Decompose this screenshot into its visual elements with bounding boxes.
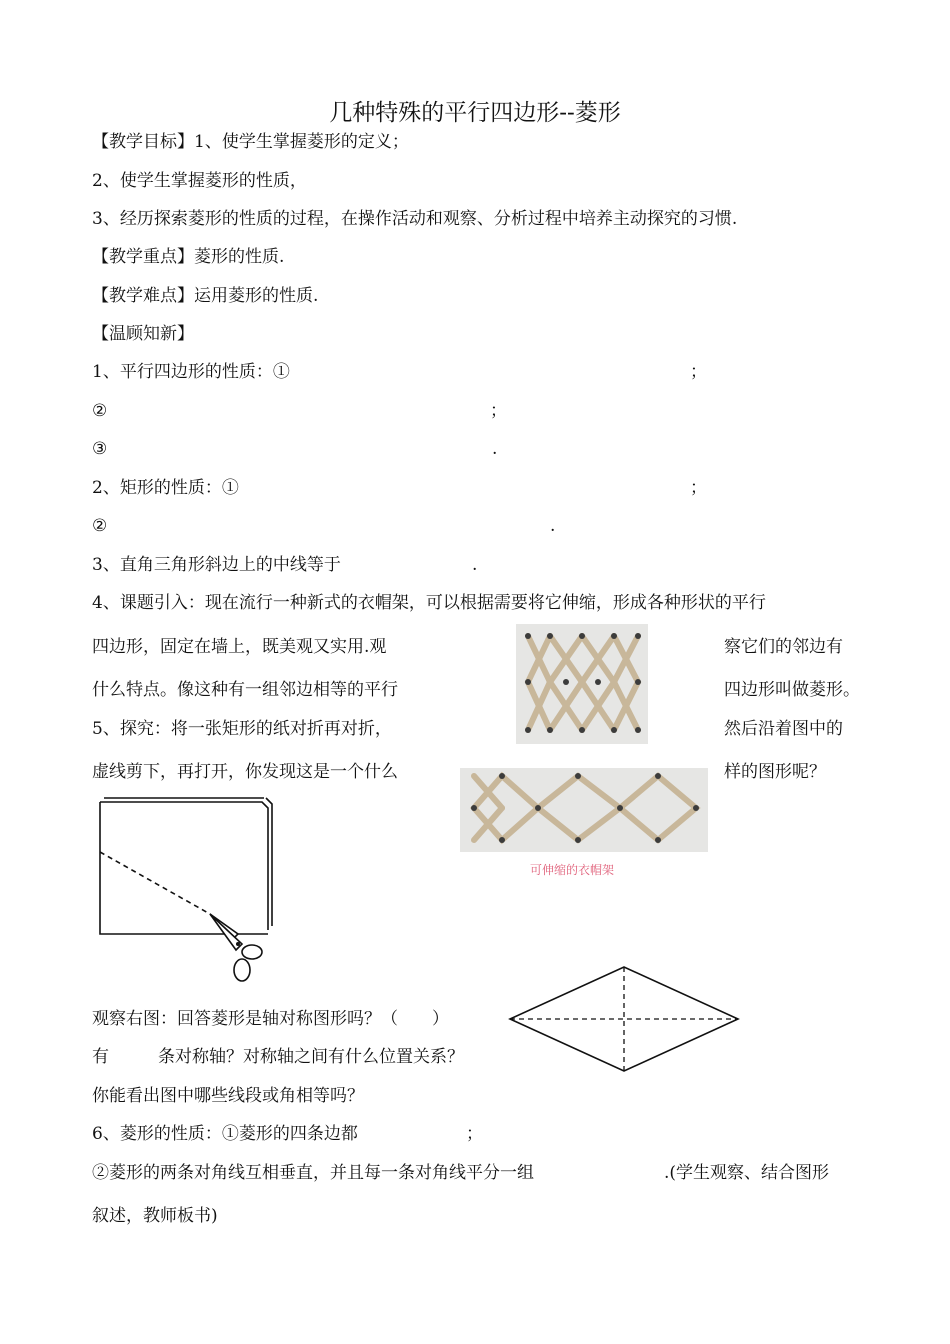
- intro-line-3-right: 四边形叫做菱形。: [724, 680, 860, 700]
- observe-line-3: 你能看出图中哪些线段或角相等吗？: [92, 1086, 364, 1106]
- review-q1-item2-end: ；: [490, 401, 507, 421]
- review-q1-item3-end: .: [492, 439, 498, 459]
- review-heading: 【温顾知新】: [92, 324, 194, 344]
- intro-line-2-right: 察它们的邻边有: [724, 637, 843, 657]
- review-q2-item2-end: .: [550, 516, 556, 536]
- properties-line-2: ②菱形的两条对角线互相垂直，并且每一条对角线平分一组: [92, 1163, 534, 1183]
- hat-rack-photo-bottom: [460, 768, 708, 852]
- objectives-line-2: 2、使学生掌握菱形的性质，: [92, 171, 307, 191]
- observe-line-2-b: 条对称轴？对称轴之间有什么位置关系？: [158, 1047, 464, 1067]
- review-q1-item2: ②: [92, 401, 108, 421]
- review-q3: 3、直角三角形斜边上的中线等于: [92, 555, 341, 575]
- review-q2-end: ；: [690, 478, 707, 498]
- review-q1-end: ；: [690, 362, 707, 382]
- figure-caption: 可伸缩的衣帽架: [530, 863, 615, 877]
- page-title: 几种特殊的平行四边形--菱形: [329, 100, 621, 126]
- observe-line-1: 观察右图：回答菱形是轴对称图形吗？（ ）: [92, 1009, 449, 1029]
- review-q1-item3: ③: [92, 439, 108, 459]
- folded-paper-figure: [92, 794, 282, 990]
- difficulty: 【教学难点】运用菱形的性质.: [92, 286, 319, 306]
- intro-line-1: 4、课题引入：现在流行一种新式的衣帽架，可以根据需要将它伸缩，形成各种形状的平行: [92, 593, 766, 613]
- review-q2-label: 2、矩形的性质：①: [92, 478, 239, 498]
- hat-rack-photo-top: [516, 624, 648, 744]
- explore-line-1-left: 5、探究：将一张矩形的纸对折再对折，: [92, 719, 392, 739]
- explore-line-2-right: 样的图形呢？: [724, 762, 826, 782]
- review-q3-end: .: [472, 555, 478, 575]
- explore-line-1-right: 然后沿着图中的: [724, 719, 843, 739]
- review-q1-label: 1、平行四边形的性质：①: [92, 362, 290, 382]
- properties-line-3: 叙述，教师板书): [92, 1206, 218, 1226]
- key-point: 【教学重点】菱形的性质.: [92, 247, 285, 267]
- review-q2-item2: ②: [92, 516, 108, 536]
- properties-line-2-end: .(学生观察、结合图形: [664, 1163, 830, 1183]
- rhombus-diagram: [506, 963, 742, 1075]
- observe-line-2-a: 有: [92, 1047, 109, 1067]
- properties-line-1: 6、菱形的性质：①菱形的四条边都: [92, 1124, 358, 1144]
- intro-line-3-left: 什么特点。像这种有一组邻边相等的平行: [92, 680, 398, 700]
- properties-line-1-end: ；: [466, 1124, 483, 1144]
- objectives-line-1: 【教学目标】1、使学生掌握菱形的定义；: [92, 132, 409, 152]
- explore-line-2-left: 虚线剪下，再打开，你发现这是一个什么: [92, 762, 398, 782]
- objectives-line-3: 3、经历探索菱形的性质的过程，在操作活动和观察、分析过程中培养主动探究的习惯.: [92, 209, 738, 229]
- intro-line-2-left: 四边形，固定在墙上，既美观又实用.观: [92, 637, 387, 657]
